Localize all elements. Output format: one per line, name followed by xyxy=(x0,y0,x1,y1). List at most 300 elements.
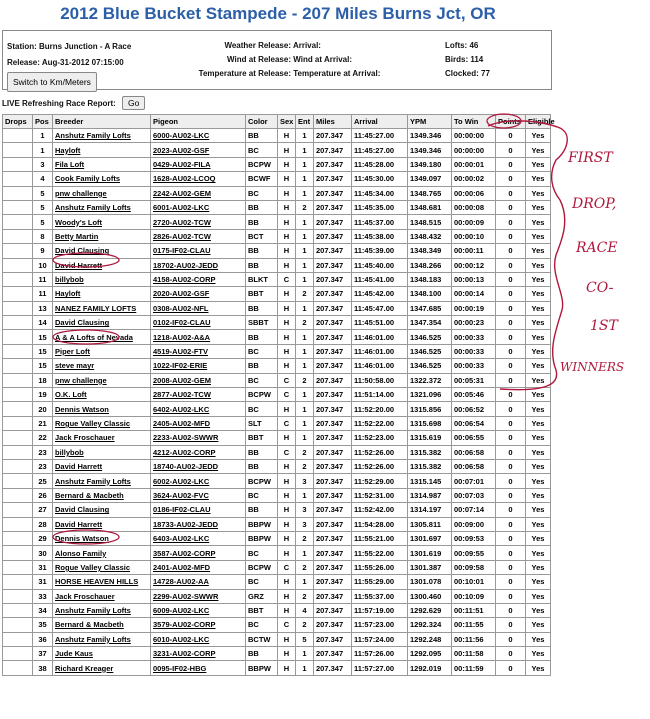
cell-pigeon[interactable]: 2720-AU02-TCW xyxy=(151,215,246,229)
column-header-arrival: Arrival xyxy=(352,115,408,129)
cell-pigeon[interactable]: 18733-AU02-JEDD xyxy=(151,517,246,531)
cell-pos: 11 xyxy=(33,287,53,301)
cell-arrival: 11:55:22.00 xyxy=(352,546,408,560)
cell-color: BC xyxy=(246,373,278,387)
cell-sex: H xyxy=(278,244,296,258)
table-row xyxy=(3,632,551,646)
annotation-line: RACE xyxy=(576,240,618,256)
cell-ypm: 1292.019 xyxy=(408,661,452,675)
cell-sex: H xyxy=(278,229,296,243)
cell-pos: 25 xyxy=(33,474,53,488)
cell-to-win: 00:11:51 xyxy=(452,603,496,617)
cell-pigeon[interactable]: 2020-AU02-GSF xyxy=(151,287,246,301)
cell-eligible: Yes xyxy=(526,445,551,459)
cell-ypm: 1348.681 xyxy=(408,200,452,214)
cell-drops xyxy=(3,388,33,402)
cell-to-win: 00:00:02 xyxy=(452,172,496,186)
table-row xyxy=(3,431,551,445)
column-header-pigeon: Pigeon xyxy=(151,115,246,129)
cell-sex: H xyxy=(278,316,296,330)
table-row xyxy=(3,359,551,373)
cell-pos: 1 xyxy=(33,143,53,157)
cell-sex: H xyxy=(278,459,296,473)
cell-sex: C xyxy=(278,618,296,632)
cell-color: BB xyxy=(246,215,278,229)
cell-ent: 1 xyxy=(296,344,314,358)
cell-pigeon[interactable]: 3587-AU02-CORP xyxy=(151,546,246,560)
cell-color: BB xyxy=(246,459,278,473)
cell-drops xyxy=(3,272,33,286)
cell-drops xyxy=(3,431,33,445)
cell-breeder[interactable]: David Clausing xyxy=(53,503,151,517)
cell-ypm: 1349.346 xyxy=(408,129,452,143)
cell-points: 0 xyxy=(496,589,526,603)
cell-pos: 37 xyxy=(33,647,53,661)
cell-pigeon[interactable]: 0095-IF02-HBG xyxy=(151,661,246,675)
cell-ent: 1 xyxy=(296,215,314,229)
cell-arrival: 11:51:14.00 xyxy=(352,388,408,402)
release-label: Release: Aug-31-2012 07:15:00 xyxy=(7,58,124,67)
cell-pos: 15 xyxy=(33,344,53,358)
cell-breeder[interactable]: Alonso Family xyxy=(53,546,151,560)
cell-miles: 207.347 xyxy=(314,531,352,545)
cell-breeder[interactable]: steve mayr xyxy=(53,359,151,373)
cell-sex: H xyxy=(278,186,296,200)
table-row xyxy=(3,258,551,272)
cell-ent: 2 xyxy=(296,459,314,473)
cell-points: 0 xyxy=(496,546,526,560)
cell-arrival: 11:52:23.00 xyxy=(352,431,408,445)
cell-eligible: Yes xyxy=(526,215,551,229)
weather-arrival-label: Arrival: xyxy=(292,41,321,50)
cell-breeder[interactable]: David Clausing xyxy=(53,244,151,258)
cell-to-win: 00:11:58 xyxy=(452,647,496,661)
cell-sex: H xyxy=(278,330,296,344)
cell-sex: H xyxy=(278,172,296,186)
cell-color: BBT xyxy=(246,287,278,301)
cell-breeder[interactable]: David Harrett xyxy=(53,258,151,272)
cell-sex: H xyxy=(278,575,296,589)
cell-color: BCPW xyxy=(246,474,278,488)
cell-pigeon[interactable]: 0308-AU02-NFL xyxy=(151,301,246,315)
cell-arrival: 11:46:01.00 xyxy=(352,344,408,358)
cell-breeder[interactable]: Woody's Loft xyxy=(53,215,151,229)
cell-breeder[interactable]: Piper Loft xyxy=(53,344,151,358)
cell-breeder[interactable]: Jack Froschauer xyxy=(53,589,151,603)
cell-pigeon[interactable]: 0175-IF02-CLAU xyxy=(151,244,246,258)
cell-pigeon[interactable]: 6009-AU02-LKC xyxy=(151,603,246,617)
cell-color: BCT xyxy=(246,229,278,243)
cell-pos: 20 xyxy=(33,402,53,416)
cell-points: 0 xyxy=(496,488,526,502)
cell-ypm: 1347.685 xyxy=(408,301,452,315)
cell-to-win: 00:00:00 xyxy=(452,129,496,143)
cell-drops xyxy=(3,215,33,229)
cell-miles: 207.347 xyxy=(314,344,352,358)
cell-breeder[interactable]: Jack Froschauer xyxy=(53,431,151,445)
cell-arrival: 11:57:19.00 xyxy=(352,603,408,617)
cell-breeder[interactable]: Bernard & Macbeth xyxy=(53,618,151,632)
column-header-ypm: YPM xyxy=(408,115,452,129)
cell-breeder[interactable]: Dennis Watson xyxy=(53,531,151,545)
cell-pigeon[interactable]: 6010-AU02-LKC xyxy=(151,632,246,646)
cell-to-win: 00:09:00 xyxy=(452,517,496,531)
cell-pos: 23 xyxy=(33,459,53,473)
column-header-color: Color xyxy=(246,115,278,129)
cell-miles: 207.347 xyxy=(314,661,352,675)
cell-breeder[interactable]: pnw challenge xyxy=(53,373,151,387)
cell-pigeon[interactable]: 2299-AU02-SWWR xyxy=(151,589,246,603)
cell-pigeon[interactable]: 2826-AU02-TCW xyxy=(151,229,246,243)
cell-pos: 22 xyxy=(33,431,53,445)
cell-drops xyxy=(3,172,33,186)
cell-eligible: Yes xyxy=(526,330,551,344)
cell-pigeon[interactable]: 6402-AU02-LKC xyxy=(151,402,246,416)
cell-pigeon[interactable]: 18740-AU02-JEDD xyxy=(151,459,246,473)
cell-arrival: 11:52:31.00 xyxy=(352,488,408,502)
birds-count: Birds: 114 xyxy=(445,55,484,64)
cell-drops xyxy=(3,244,33,258)
cell-color: BB xyxy=(246,330,278,344)
cell-breeder[interactable]: Fila Loft xyxy=(53,157,151,171)
cell-pigeon[interactable]: 1628-AU02-LCOQ xyxy=(151,172,246,186)
cell-eligible: Yes xyxy=(526,431,551,445)
cell-ent: 1 xyxy=(296,402,314,416)
cell-eligible: Yes xyxy=(526,474,551,488)
cell-miles: 207.347 xyxy=(314,186,352,200)
cell-eligible: Yes xyxy=(526,589,551,603)
cell-color: BB xyxy=(246,244,278,258)
cell-breeder[interactable]: Anshutz Family Lofts xyxy=(53,129,151,143)
cell-ent: 1 xyxy=(296,431,314,445)
cell-breeder[interactable]: Hayloft xyxy=(53,143,151,157)
cell-arrival: 11:45:34.00 xyxy=(352,186,408,200)
cell-ypm: 1301.078 xyxy=(408,575,452,589)
cell-to-win: 00:00:01 xyxy=(452,157,496,171)
cell-breeder[interactable]: David Clausing xyxy=(53,316,151,330)
cell-sex: C xyxy=(278,416,296,430)
cell-eligible: Yes xyxy=(526,359,551,373)
cell-breeder[interactable]: Anshutz Family Lofts xyxy=(53,603,151,617)
cell-miles: 207.347 xyxy=(314,172,352,186)
cell-breeder[interactable]: Jude Kaus xyxy=(53,647,151,661)
go-button[interactable]: Go xyxy=(122,96,145,110)
cell-ent: 1 xyxy=(296,272,314,286)
cell-pigeon[interactable]: 6002-AU02-LKC xyxy=(151,474,246,488)
cell-to-win: 00:00:06 xyxy=(452,186,496,200)
cell-pos: 5 xyxy=(33,186,53,200)
cell-drops xyxy=(3,316,33,330)
cell-drops xyxy=(3,344,33,358)
cell-ypm: 1300.460 xyxy=(408,589,452,603)
cell-miles: 207.347 xyxy=(314,647,352,661)
cell-sex: H xyxy=(278,531,296,545)
cell-eligible: Yes xyxy=(526,258,551,272)
cell-breeder[interactable]: NANEZ FAMILY LOFTS xyxy=(53,301,151,315)
cell-color: BC xyxy=(246,402,278,416)
cell-to-win: 00:07:03 xyxy=(452,488,496,502)
cell-to-win: 00:07:14 xyxy=(452,503,496,517)
cell-arrival: 11:52:26.00 xyxy=(352,445,408,459)
cell-breeder[interactable]: Rogue Valley Classic xyxy=(53,560,151,574)
cell-sex: H xyxy=(278,603,296,617)
table-row xyxy=(3,272,551,286)
cell-pigeon[interactable]: 1218-AU02-A&A xyxy=(151,330,246,344)
cell-drops xyxy=(3,359,33,373)
cell-color: BLKT xyxy=(246,272,278,286)
cell-pigeon[interactable]: 4212-AU02-CORP xyxy=(151,445,246,459)
cell-color: BB xyxy=(246,200,278,214)
cell-ent: 1 xyxy=(296,661,314,675)
cell-ent: 2 xyxy=(296,531,314,545)
cell-pos: 30 xyxy=(33,546,53,560)
cell-arrival: 11:52:42.00 xyxy=(352,503,408,517)
cell-ypm: 1321.096 xyxy=(408,388,452,402)
cell-arrival: 11:45:51.00 xyxy=(352,316,408,330)
cell-eligible: Yes xyxy=(526,488,551,502)
cell-breeder[interactable]: billybob xyxy=(53,272,151,286)
cell-breeder[interactable]: Anshutz Family Lofts xyxy=(53,200,151,214)
cell-breeder[interactable]: Richard Kreager xyxy=(53,661,151,675)
table-row xyxy=(3,618,551,632)
cell-drops xyxy=(3,330,33,344)
cell-sex: C xyxy=(278,445,296,459)
cell-eligible: Yes xyxy=(526,531,551,545)
cell-pigeon[interactable]: 2401-AU02-MFD xyxy=(151,560,246,574)
cell-arrival: 11:50:58.00 xyxy=(352,373,408,387)
cell-ypm: 1292.095 xyxy=(408,647,452,661)
cell-to-win: 00:06:55 xyxy=(452,431,496,445)
cell-eligible: Yes xyxy=(526,632,551,646)
cell-miles: 207.347 xyxy=(314,445,352,459)
cell-sex: H xyxy=(278,546,296,560)
cell-drops xyxy=(3,157,33,171)
cell-miles: 207.347 xyxy=(314,359,352,373)
cell-to-win: 00:00:14 xyxy=(452,287,496,301)
cell-ent: 2 xyxy=(296,589,314,603)
cell-arrival: 11:52:20.00 xyxy=(352,402,408,416)
cell-arrival: 11:45:30.00 xyxy=(352,172,408,186)
cell-sex: H xyxy=(278,143,296,157)
table-row xyxy=(3,647,551,661)
cell-breeder[interactable]: Anshutz Family Lofts xyxy=(53,474,151,488)
cell-pigeon[interactable]: 6403-AU02-LKC xyxy=(151,531,246,545)
cell-ypm: 1305.811 xyxy=(408,517,452,531)
cell-points: 0 xyxy=(496,531,526,545)
cell-breeder[interactable]: Dennis Watson xyxy=(53,402,151,416)
cell-ypm: 1315.382 xyxy=(408,445,452,459)
wind-arrival-label: Wind at Arrival: xyxy=(293,55,352,64)
table-row xyxy=(3,488,551,502)
cell-arrival: 11:45:37.00 xyxy=(352,215,408,229)
cell-miles: 207.347 xyxy=(314,301,352,315)
cell-breeder[interactable]: David Harrett xyxy=(53,459,151,473)
race-results-table xyxy=(2,114,555,676)
cell-pigeon[interactable]: 2233-AU02-SWWR xyxy=(151,431,246,445)
table-row xyxy=(3,402,551,416)
cell-breeder[interactable]: pnw challenge xyxy=(53,186,151,200)
cell-pigeon[interactable]: 2008-AU02-GEM xyxy=(151,373,246,387)
race-stats xyxy=(445,39,490,81)
cell-ent: 1 xyxy=(296,258,314,272)
cell-pigeon[interactable]: 0429-AU02-FILA xyxy=(151,157,246,171)
cell-pigeon[interactable]: 2877-AU02-TCW xyxy=(151,388,246,402)
cell-to-win: 00:00:33 xyxy=(452,359,496,373)
cell-pigeon[interactable]: 6001-AU02-LKC xyxy=(151,200,246,214)
table-row xyxy=(3,459,551,473)
cell-drops xyxy=(3,517,33,531)
table-row xyxy=(3,157,551,171)
cell-miles: 207.347 xyxy=(314,244,352,258)
race-station-info xyxy=(7,39,131,92)
cell-eligible: Yes xyxy=(526,129,551,143)
cell-pos: 11 xyxy=(33,272,53,286)
cell-eligible: Yes xyxy=(526,301,551,315)
cell-points: 0 xyxy=(496,517,526,531)
cell-pigeon[interactable]: 3231-AU02-CORP xyxy=(151,647,246,661)
table-row xyxy=(3,603,551,617)
table-row xyxy=(3,517,551,531)
table-row xyxy=(3,172,551,186)
cell-eligible: Yes xyxy=(526,647,551,661)
cell-to-win: 00:09:55 xyxy=(452,546,496,560)
cell-color: BCTW xyxy=(246,632,278,646)
cell-ypm: 1348.515 xyxy=(408,215,452,229)
cell-miles: 207.347 xyxy=(314,388,352,402)
cell-breeder[interactable]: Rogue Valley Classic xyxy=(53,416,151,430)
table-row xyxy=(3,229,551,243)
cell-pigeon[interactable]: 3579-AU02-CORP xyxy=(151,618,246,632)
cell-pigeon[interactable]: 0102-IF02-CLAU xyxy=(151,316,246,330)
cell-breeder[interactable]: HORSE HEAVEN HILLS xyxy=(53,575,151,589)
cell-breeder[interactable]: O.K. Loft xyxy=(53,388,151,402)
cell-pos: 26 xyxy=(33,488,53,502)
cell-miles: 207.347 xyxy=(314,258,352,272)
cell-pos: 13 xyxy=(33,301,53,315)
cell-breeder[interactable]: Bernard & Macbeth xyxy=(53,488,151,502)
weather-row-3 xyxy=(173,67,380,81)
cell-points: 0 xyxy=(496,560,526,574)
cell-breeder[interactable]: David Harrett xyxy=(53,517,151,531)
cell-color: BBPW xyxy=(246,531,278,545)
weather-row-2 xyxy=(173,53,380,67)
cell-eligible: Yes xyxy=(526,287,551,301)
cell-points: 0 xyxy=(496,157,526,171)
cell-drops xyxy=(3,301,33,315)
weather-row-1 xyxy=(173,39,380,53)
cell-pigeon[interactable]: 1022-IF02-ERIE xyxy=(151,359,246,373)
cell-pigeon[interactable]: 4158-AU02-CORP xyxy=(151,272,246,286)
cell-color: BBPW xyxy=(246,661,278,675)
cell-ent: 1 xyxy=(296,488,314,502)
cell-miles: 207.347 xyxy=(314,200,352,214)
table-row xyxy=(3,200,551,214)
cell-pigeon[interactable]: 18702-AU02-JEDD xyxy=(151,258,246,272)
cell-eligible: Yes xyxy=(526,402,551,416)
switch-km-button[interactable]: Switch to Km/Meters xyxy=(7,72,97,92)
cell-color: BB xyxy=(246,359,278,373)
cell-ent: 2 xyxy=(296,200,314,214)
cell-breeder[interactable]: Anshutz Family Lofts xyxy=(53,632,151,646)
cell-arrival: 11:57:24.00 xyxy=(352,632,408,646)
cell-breeder[interactable]: billybob xyxy=(53,445,151,459)
cell-color: BC xyxy=(246,575,278,589)
wind-release-label: Wind at Release: xyxy=(227,55,291,64)
station-label: Station: Burns Junction - A Race xyxy=(7,42,132,51)
cell-points: 0 xyxy=(496,416,526,430)
cell-eligible: Yes xyxy=(526,244,551,258)
cell-breeder[interactable]: Cook Family Lofts xyxy=(53,172,151,186)
cell-drops xyxy=(3,200,33,214)
cell-to-win: 00:09:53 xyxy=(452,531,496,545)
cell-ypm: 1292.629 xyxy=(408,603,452,617)
cell-color: BCPW xyxy=(246,560,278,574)
clocked-count: Clocked: 77 xyxy=(445,69,490,78)
cell-eligible: Yes xyxy=(526,172,551,186)
weather-info xyxy=(173,39,380,81)
cell-breeder[interactable]: Betty Martin xyxy=(53,229,151,243)
cell-pigeon[interactable]: 4519-AU02-FTV xyxy=(151,344,246,358)
cell-arrival: 11:57:27.00 xyxy=(352,661,408,675)
cell-breeder[interactable]: A & A Lofts of Nevada xyxy=(53,330,151,344)
cell-sex: C xyxy=(278,272,296,286)
cell-ypm: 1301.387 xyxy=(408,560,452,574)
cell-to-win: 00:00:11 xyxy=(452,244,496,258)
cell-to-win: 00:00:33 xyxy=(452,344,496,358)
cell-ypm: 1301.697 xyxy=(408,531,452,545)
cell-ypm: 1349.180 xyxy=(408,157,452,171)
cell-miles: 207.347 xyxy=(314,215,352,229)
cell-ent: 1 xyxy=(296,129,314,143)
cell-sex: H xyxy=(278,431,296,445)
table-row xyxy=(3,129,551,143)
cell-pigeon[interactable]: 0186-IF02-CLAU xyxy=(151,503,246,517)
annotation-line: WINNERS xyxy=(560,360,625,374)
cell-points: 0 xyxy=(496,344,526,358)
cell-eligible: Yes xyxy=(526,388,551,402)
cell-ent: 2 xyxy=(296,560,314,574)
cell-miles: 207.347 xyxy=(314,431,352,445)
cell-pos: 3 xyxy=(33,157,53,171)
cell-eligible: Yes xyxy=(526,272,551,286)
cell-ypm: 1349.097 xyxy=(408,172,452,186)
table-row xyxy=(3,143,551,157)
cell-pigeon[interactable]: 2023-AU02-GSF xyxy=(151,143,246,157)
cell-pigeon[interactable]: 2242-AU02-GEM xyxy=(151,186,246,200)
cell-sex: C xyxy=(278,388,296,402)
cell-ent: 1 xyxy=(296,244,314,258)
temp-release-label: Temperature at Release: xyxy=(198,69,291,78)
cell-miles: 207.347 xyxy=(314,402,352,416)
cell-drops xyxy=(3,560,33,574)
cell-ypm: 1314.987 xyxy=(408,488,452,502)
cell-points: 0 xyxy=(496,647,526,661)
cell-pigeon[interactable]: 6000-AU02-LKC xyxy=(151,129,246,143)
cell-arrival: 11:45:39.00 xyxy=(352,244,408,258)
cell-pigeon[interactable]: 2405-AU02-MFD xyxy=(151,416,246,430)
cell-points: 0 xyxy=(496,301,526,315)
cell-breeder[interactable]: Hayloft xyxy=(53,287,151,301)
cell-points: 0 xyxy=(496,316,526,330)
cell-pigeon[interactable]: 3624-AU02-FVC xyxy=(151,488,246,502)
cell-miles: 207.347 xyxy=(314,517,352,531)
cell-to-win: 00:00:19 xyxy=(452,301,496,315)
cell-points: 0 xyxy=(496,258,526,272)
cell-pos: 31 xyxy=(33,560,53,574)
cell-pigeon[interactable]: 14728-AU02-AA xyxy=(151,575,246,589)
cell-drops xyxy=(3,503,33,517)
cell-arrival: 11:45:38.00 xyxy=(352,229,408,243)
